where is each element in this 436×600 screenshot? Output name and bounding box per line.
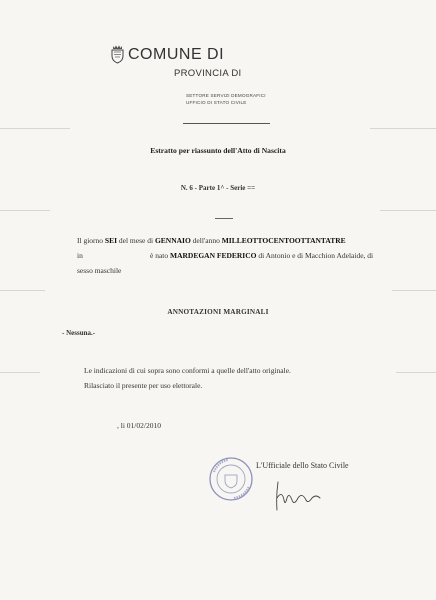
scan-artifact-line: [380, 210, 436, 211]
sex-line: sesso maschile: [77, 266, 122, 275]
born-text: è nato: [150, 251, 170, 260]
birth-text-year-prefix: dell'anno: [190, 236, 222, 245]
scan-artifact-line: [0, 290, 45, 291]
birth-year: MILLEOTTOCENTOOTTANTATRE: [221, 236, 346, 245]
birth-month: GENNAIO: [154, 236, 191, 245]
scan-artifact-line: [396, 372, 436, 373]
scan-artifact-line: [0, 210, 50, 211]
province-label: PROVINCIA DI: [174, 68, 242, 79]
number-divider: [215, 218, 233, 219]
sector-label: SETTORE SERVIZI DEMOGRAFICI: [186, 93, 266, 98]
official-stamp-icon: [208, 456, 254, 502]
office-label: UFFICIO DI STATO CIVILE: [186, 100, 247, 105]
municipal-crest-icon: [110, 44, 125, 64]
parents-text: di Antonio e di Macchion Adelaide, di: [256, 251, 374, 260]
birth-day: SEI: [104, 236, 118, 245]
child-name: MARDEGAN FEDERICO: [170, 251, 257, 260]
annotations-heading: ANNOTAZIONI MARGINALI: [167, 308, 269, 316]
signatory-label: L'Ufficiale dello Stato Civile: [256, 461, 349, 470]
release-statement: Rilasciato il presente per uso elettorale.: [84, 381, 203, 390]
birth-text-month-prefix: del mese di: [117, 236, 155, 245]
birth-text-prefix: Il giorno: [77, 236, 105, 245]
scan-artifact-line: [370, 128, 436, 129]
scan-artifact-line: [0, 372, 40, 373]
act-number-line: N. 6 - Parte 1^ - Serie ==: [180, 184, 256, 192]
birth-name-line: [150, 251, 373, 260]
annotations-content: - Nessuna.-: [62, 329, 96, 337]
birth-place-prefix: in: [77, 251, 83, 260]
scan-artifact-line: [392, 290, 436, 291]
conformity-statement: Le indicazioni di cui sopra sono conformi a quelle dell'atto originale.: [84, 366, 291, 375]
document-title: Estratto per riassunto dell'Atto di Nascita: [150, 146, 286, 155]
municipality-title: COMUNE DI: [128, 46, 225, 63]
issue-date: , li 01/02/2010: [117, 421, 161, 430]
birth-date-line: [77, 236, 346, 245]
header-divider: [183, 123, 270, 124]
scan-artifact-line: [0, 128, 70, 129]
handwritten-signature: [268, 478, 328, 514]
